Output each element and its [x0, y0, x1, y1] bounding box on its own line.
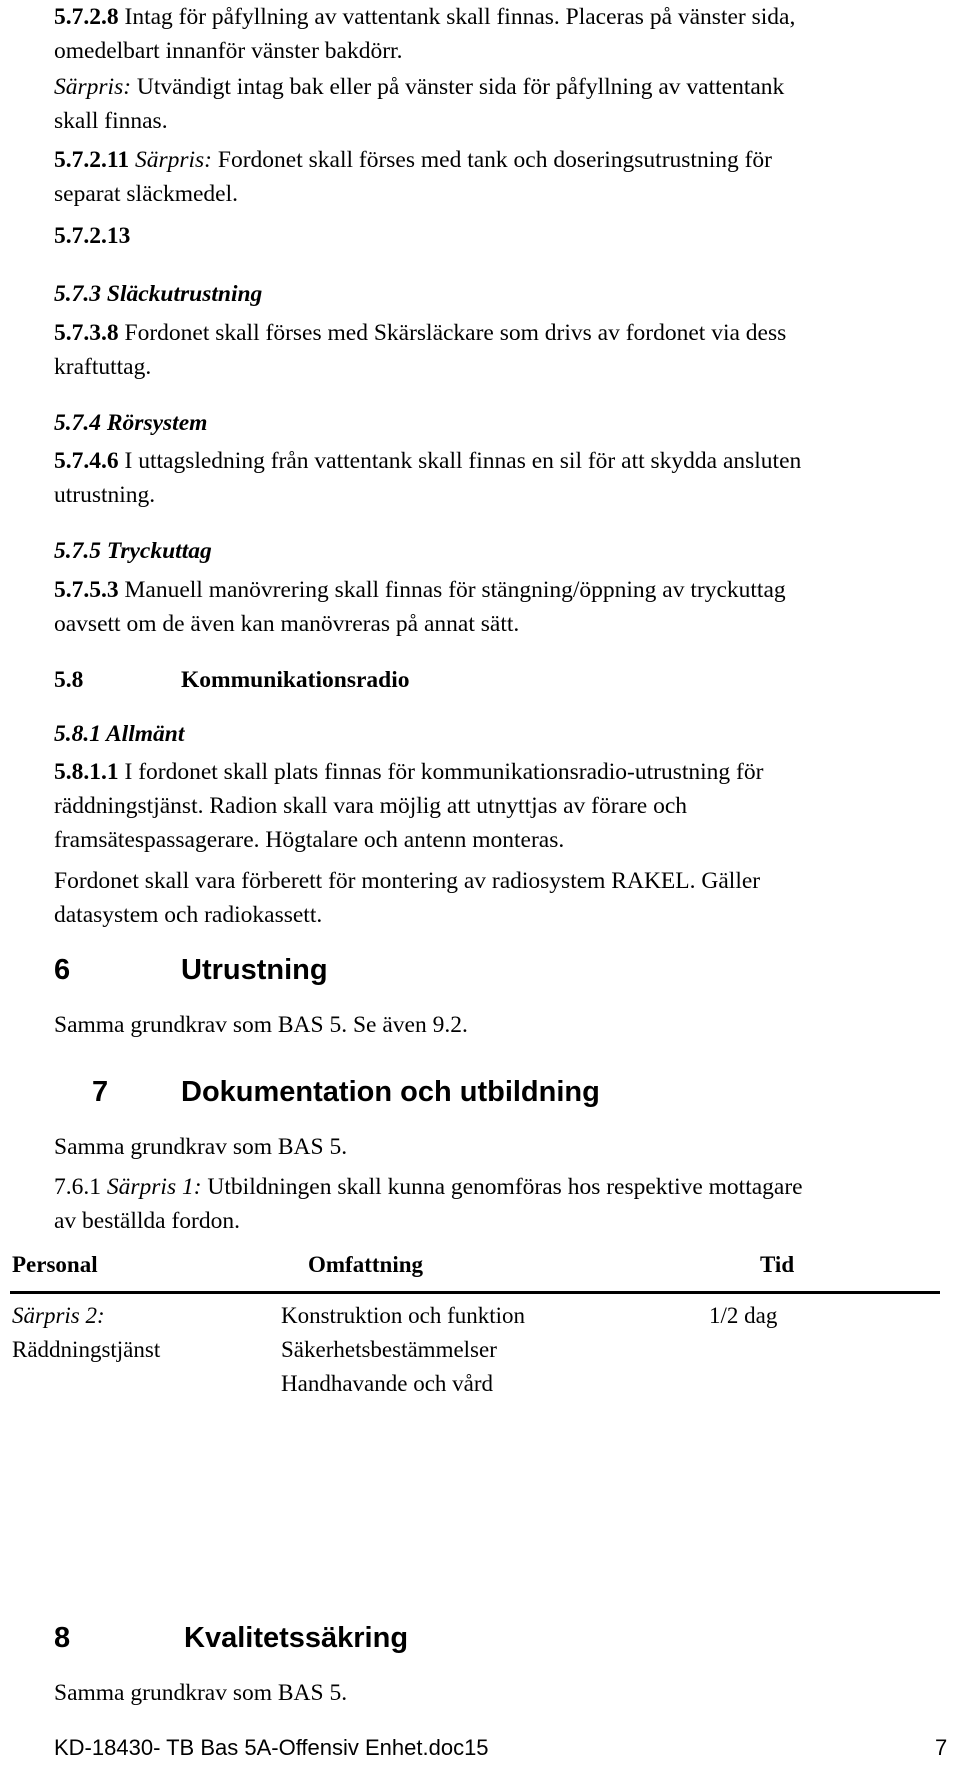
paragraph-5-7-2-8 [54, 0, 795, 34]
sarpris-label: Särpris 1: [106, 1174, 202, 1200]
paragraph-text: Utbildningen skall kunna genomföras hos respektive mottagare [201, 1174, 803, 1200]
clause-number: 5.7.5.3 [54, 577, 119, 603]
clause-number: 7.6.1 [54, 1174, 107, 1200]
paragraph-line: datasystem och radiokassett. [54, 902, 323, 928]
section-number-5-8: 5.8 [54, 667, 84, 693]
chapter-number-8: 8 [54, 1622, 71, 1654]
paragraph-rakel: Fordonet skall vara förberett för montering av radiosystem RAKEL. Gäller [54, 868, 761, 894]
paragraph-line: skall finnas. [54, 108, 168, 134]
table-cell-tid: 1/2 dag [709, 1303, 778, 1328]
paragraph-line: utrustning. [54, 482, 156, 508]
table-cell-personal: Särpris 2: [12, 1303, 105, 1328]
table-cell-omfattning: Konstruktion och funktion [281, 1303, 526, 1328]
paragraph-7-6-1 [54, 1170, 803, 1204]
paragraph-sarpris [54, 70, 784, 104]
paragraph-5-7-3-8 [54, 316, 786, 350]
subsection-heading-5-8-1: 5.8.1 Allmänt [54, 721, 185, 747]
table-header-tid: Tid [760, 1252, 795, 1277]
clause-number: 5.7.4.6 [54, 448, 119, 474]
paragraph-line: av beställda fordon. [54, 1208, 240, 1234]
paragraph-line: oavsett om de även kan manövreras på annat sätt. [54, 611, 520, 637]
paragraph-line: framsätespassagerare. Högtalare och antenn monteras. [54, 827, 565, 853]
sarpris-label: Särpris: [129, 147, 213, 173]
footer-page-number: 7 [935, 1735, 948, 1760]
paragraph-text: Utvändigt intag bak eller på vänster sida för påfyllning av vattentank [131, 74, 785, 100]
chapter-title-8: Kvalitetssäkring [184, 1622, 409, 1654]
paragraph-5-7-2-11 [54, 143, 772, 177]
clause-number: 5.7.3.8 [54, 320, 119, 346]
table-cell-omfattning: Säkerhetsbestämmelser [281, 1337, 497, 1362]
chapter-title-7: Dokumentation och utbildning [181, 1076, 600, 1108]
table-cell-omfattning: Handhavande och vård [281, 1371, 494, 1396]
subsection-heading-5-7-5: 5.7.5 Tryckuttag [54, 538, 212, 564]
paragraph-5-7-4-6 [54, 444, 801, 478]
paragraph-5-7-5-3 [54, 573, 786, 607]
table-header-rule [10, 1291, 940, 1294]
table-header-omfattning: Omfattning [308, 1252, 423, 1277]
paragraph-text: I fordonet skall plats finnas för kommunikationsradio-utrustning för [118, 759, 764, 785]
paragraph-5-8-1-1 [54, 755, 763, 789]
clause-number-5-7-2-13: 5.7.2.13 [54, 223, 131, 249]
chapter-number-6: 6 [54, 954, 71, 986]
table-header-personal: Personal [12, 1252, 98, 1277]
subsection-heading-5-7-3: 5.7.3 Släckutrustning [54, 281, 263, 307]
paragraph-line: separat släckmedel. [54, 181, 238, 207]
chapter-number-7: 7 [92, 1076, 109, 1108]
clause-number: 5.7.2.8 [54, 4, 119, 30]
paragraph-text: Intag för påfyllning av vattentank skall finnas. Placeras på vänster sida, [118, 4, 796, 30]
paragraph-chapter-8: Samma grundkrav som BAS 5. [54, 1680, 348, 1706]
paragraph-line: kraftuttag. [54, 354, 152, 380]
paragraph-text: Manuell manövrering skall finnas för stängning/öppning av tryckuttag [118, 577, 786, 603]
paragraph-chapter-7: Samma grundkrav som BAS 5. [54, 1134, 348, 1160]
clause-number: 5.8.1.1 [54, 759, 119, 785]
paragraph-line: omedelbart innanför vänster bakdörr. [54, 38, 403, 64]
sarpris-label: Särpris: [54, 74, 132, 100]
table-cell-personal: Räddningstjänst [12, 1337, 161, 1362]
subsection-heading-5-7-4: 5.7.4 Rörsystem [54, 410, 208, 436]
footer-document-name: KD-18430- TB Bas 5A-Offensiv Enhet.doc15 [54, 1735, 489, 1760]
paragraph-text: I uttagsledning från vattentank skall finnas en sil för att skydda ansluten [118, 448, 802, 474]
paragraph-chapter-6: Samma grundkrav som BAS 5. Se även 9.2. [54, 1012, 468, 1038]
paragraph-text: Fordonet skall förses med Skärsläckare som drivs av fordonet via dess [118, 320, 787, 346]
clause-number: 5.7.2.11 [54, 147, 130, 173]
chapter-title-6: Utrustning [181, 954, 328, 986]
section-title-5-8: Kommunikationsradio [181, 667, 410, 693]
paragraph-line: räddningstjänst. Radion skall vara möjlig att utnyttjas av förare och [54, 793, 688, 819]
paragraph-text: Fordonet skall förses med tank och doseringsutrustning för [212, 147, 773, 173]
